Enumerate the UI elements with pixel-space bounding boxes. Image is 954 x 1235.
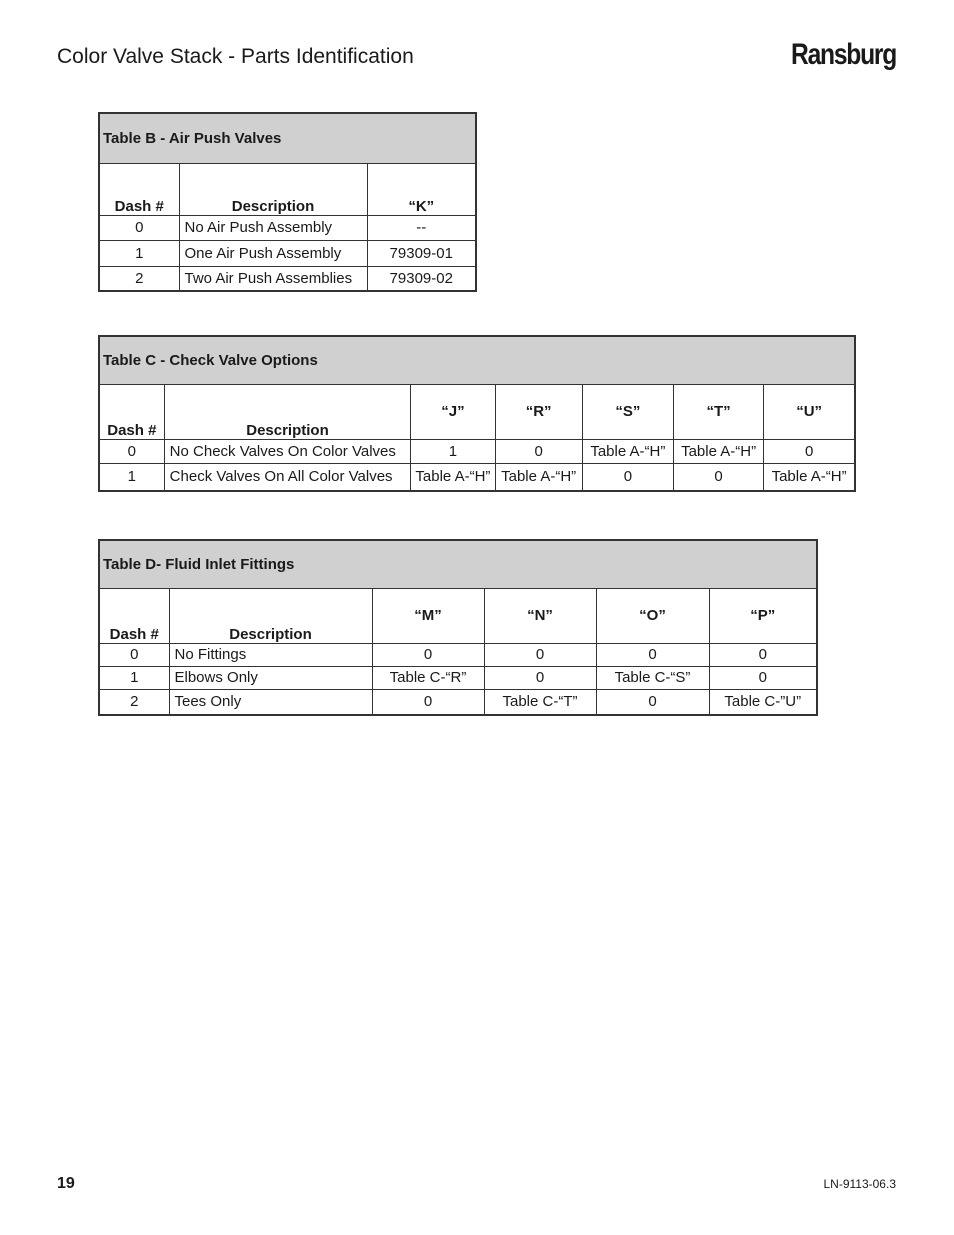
table-cell: Table C-“R” xyxy=(372,666,484,689)
column-header: “J” xyxy=(411,384,495,439)
table-b-title: Table B - Air Push Valves xyxy=(99,113,476,163)
column-header: Description xyxy=(164,384,411,439)
table-cell: Table A-“H” xyxy=(495,463,582,491)
table-cell: 0 xyxy=(372,689,484,715)
column-header: Dash # xyxy=(99,384,164,439)
brand-logo: Ransburg xyxy=(791,38,896,71)
table-d-fluid-inlet-fittings xyxy=(98,539,818,716)
table-row xyxy=(99,266,476,291)
table-cell: 1 xyxy=(99,666,169,689)
table-cell: 0 xyxy=(99,643,169,666)
table-cell: 2 xyxy=(99,689,169,715)
column-header: “T” xyxy=(673,384,763,439)
table-cell: One Air Push Assembly xyxy=(179,240,367,266)
column-header: Dash # xyxy=(99,588,169,643)
column-header: Description xyxy=(169,588,372,643)
table-cell: No Air Push Assembly xyxy=(179,215,367,240)
table-cell: 1 xyxy=(99,463,164,491)
table-cell: Table C-“T” xyxy=(484,689,596,715)
table-cell: 0 xyxy=(764,439,855,463)
column-header: “N” xyxy=(484,588,596,643)
table-cell: Table A-“H” xyxy=(411,463,495,491)
page-title: Color Valve Stack - Parts Identification xyxy=(57,45,414,68)
column-header: “U” xyxy=(764,384,855,439)
table-cell: 0 xyxy=(709,666,817,689)
table-cell: 79309-01 xyxy=(367,240,476,266)
table-cell: -- xyxy=(367,215,476,240)
table-row xyxy=(99,463,855,491)
table-cell: Table A-“H” xyxy=(764,463,855,491)
table-cell: 79309-02 xyxy=(367,266,476,291)
table-c-check-valve-options xyxy=(98,335,856,492)
table-cell: 2 xyxy=(99,266,179,291)
table-cell: No Fittings xyxy=(169,643,372,666)
column-header: “K” xyxy=(367,163,476,215)
table-cell: 0 xyxy=(495,439,582,463)
table-cell: 0 xyxy=(709,643,817,666)
table-cell: 0 xyxy=(673,463,763,491)
table-cell: Table A-“H” xyxy=(673,439,763,463)
table-cell: No Check Valves On Color Valves xyxy=(164,439,411,463)
column-header: “M” xyxy=(372,588,484,643)
table-cell: 1 xyxy=(411,439,495,463)
column-header: Description xyxy=(179,163,367,215)
table-cell: 0 xyxy=(372,643,484,666)
table-cell: Check Valves On All Color Valves xyxy=(164,463,411,491)
page-number: 19 xyxy=(57,1175,75,1192)
table-c-title: Table C - Check Valve Options xyxy=(99,336,855,384)
table-cell: Two Air Push Assemblies xyxy=(179,266,367,291)
table-cell: 0 xyxy=(99,439,164,463)
table-row xyxy=(99,439,855,463)
table-cell: Table C-“S” xyxy=(596,666,709,689)
table-d-title: Table D- Fluid Inlet Fittings xyxy=(99,540,817,588)
table-row xyxy=(99,240,476,266)
column-header: “S” xyxy=(582,384,673,439)
table-cell: 0 xyxy=(484,643,596,666)
table-row xyxy=(99,666,817,689)
table-cell: Tees Only xyxy=(169,689,372,715)
column-header: Dash # xyxy=(99,163,179,215)
table-row xyxy=(99,215,476,240)
table-row xyxy=(99,689,817,715)
table-cell: 0 xyxy=(99,215,179,240)
table-cell: 0 xyxy=(596,643,709,666)
table-cell: 0 xyxy=(484,666,596,689)
table-row xyxy=(99,643,817,666)
document-id: LN-9113-06.3 xyxy=(823,1177,896,1191)
table-cell: Table A-“H” xyxy=(582,439,673,463)
table-cell: 1 xyxy=(99,240,179,266)
table-cell: Table C-”U” xyxy=(709,689,817,715)
column-header: “P” xyxy=(709,588,817,643)
column-header: “R” xyxy=(495,384,582,439)
column-header: “O” xyxy=(596,588,709,643)
table-cell: 0 xyxy=(582,463,673,491)
table-cell: 0 xyxy=(596,689,709,715)
table-b-air-push-valves xyxy=(98,112,477,292)
table-cell: Elbows Only xyxy=(169,666,372,689)
